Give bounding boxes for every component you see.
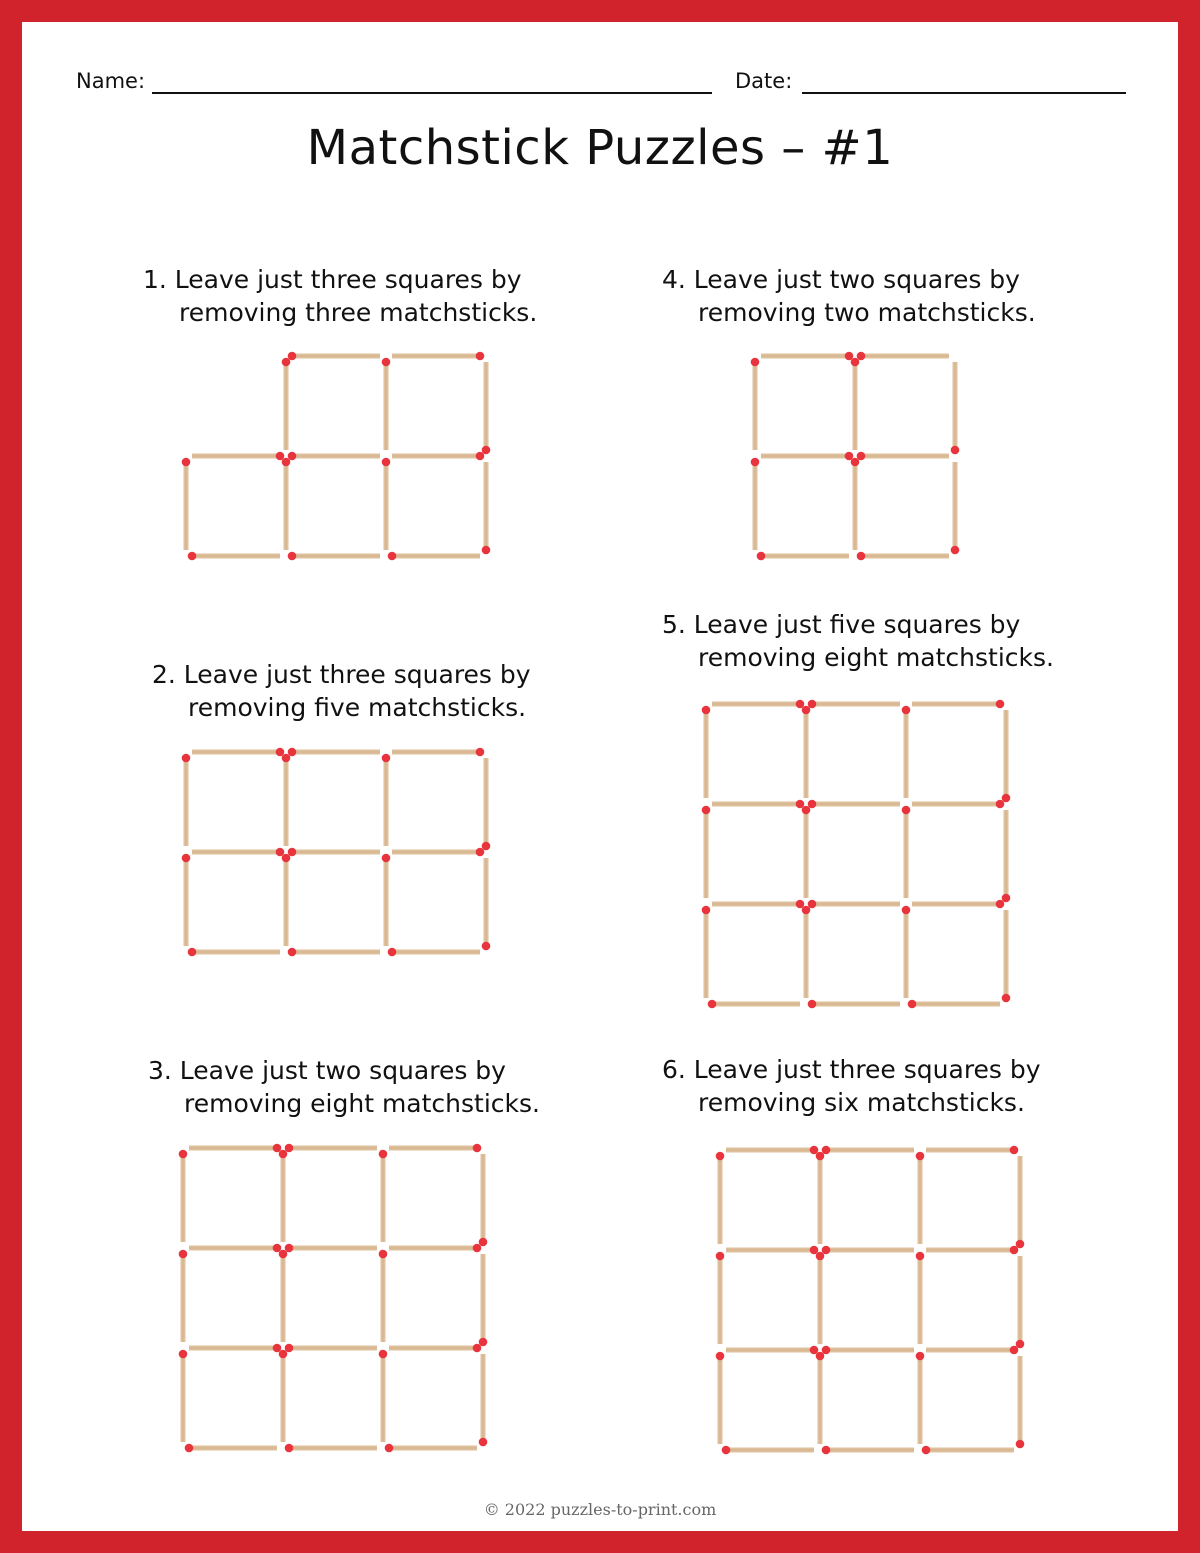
matchstick[interactable] (802, 706, 811, 798)
matchstick[interactable] (382, 358, 391, 450)
match-head-icon (716, 1252, 725, 1261)
matchstick[interactable] (702, 706, 711, 798)
matchstick[interactable] (726, 1246, 818, 1255)
match-head-icon (482, 546, 491, 555)
puzzle-3-grid (173, 1138, 497, 1458)
matchstick[interactable] (902, 906, 911, 998)
puzzle-3-instruction (148, 1054, 668, 1120)
match-head-icon (482, 842, 491, 851)
match-head-icon (757, 552, 766, 561)
match-head-icon (388, 948, 397, 957)
matchstick[interactable] (926, 1146, 1018, 1155)
puzzle-3-line2: removing eight matchsticks. (184, 1089, 540, 1118)
puzzle-1-line1: 1. Leave just three squares by (143, 265, 522, 294)
matchstick[interactable] (285, 1444, 377, 1453)
matchstick[interactable] (389, 1344, 481, 1353)
match-head-icon (951, 546, 960, 555)
match-head-icon (951, 446, 960, 455)
page-title: Matchstick Puzzles – #1 (306, 120, 894, 176)
puzzle-6-grid (710, 1140, 1034, 1456)
puzzle-4-grid (745, 346, 969, 566)
name-field[interactable] (152, 92, 712, 94)
matchstick[interactable] (726, 1146, 818, 1155)
matchstick[interactable] (288, 848, 380, 857)
match-head-icon (479, 1438, 488, 1447)
matchstick[interactable] (808, 1000, 900, 1009)
date-label: Date: (735, 69, 793, 93)
match-head-icon (816, 1352, 825, 1361)
name-label: Name: (76, 69, 146, 93)
match-head-icon (188, 948, 197, 957)
match-head-icon (1002, 994, 1011, 1003)
matchstick[interactable] (189, 1144, 281, 1153)
match-head-icon (282, 358, 291, 367)
match-head-icon (916, 1352, 925, 1361)
match-head-icon (179, 1350, 188, 1359)
match-head-icon (473, 1144, 482, 1153)
matchstick[interactable] (389, 1144, 481, 1153)
match-head-icon (282, 854, 291, 863)
matchstick[interactable] (912, 800, 1004, 809)
matchstick[interactable] (288, 452, 380, 461)
match-head-icon (385, 1444, 394, 1453)
matchstick[interactable] (712, 900, 804, 909)
match-head-icon (702, 706, 711, 715)
matchstick[interactable] (482, 462, 491, 554)
matchstick[interactable] (279, 1250, 288, 1342)
puzzle-6-line1: 6. Leave just three squares by (662, 1055, 1041, 1084)
matchstick[interactable] (189, 1244, 281, 1253)
matchstick[interactable] (392, 848, 484, 857)
match-head-icon (185, 1444, 194, 1453)
matchstick[interactable] (482, 362, 491, 454)
matchstick[interactable] (916, 1252, 925, 1344)
matchstick[interactable] (816, 1152, 825, 1244)
match-head-icon (482, 446, 491, 455)
matchstick[interactable] (712, 800, 804, 809)
matchstick[interactable] (751, 458, 760, 550)
matchstick[interactable] (182, 854, 191, 946)
puzzle-2-line2: removing five matchsticks. (188, 693, 527, 722)
puzzle-4-line1: 4. Leave just two squares by (662, 265, 1020, 294)
copyright-footer: © 2022 puzzles-to-print.com (483, 1500, 717, 1519)
matchstick[interactable] (189, 1344, 281, 1353)
matchstick[interactable] (285, 1344, 377, 1353)
matchstick[interactable] (722, 1446, 814, 1455)
puzzle-1-instruction (143, 263, 663, 329)
matchstick[interactable] (951, 362, 960, 454)
match-head-icon (182, 854, 191, 863)
match-head-icon (279, 1350, 288, 1359)
matchstick[interactable] (851, 358, 860, 450)
puzzle-6-line2: removing six matchsticks. (698, 1088, 1025, 1117)
match-head-icon (702, 806, 711, 815)
matchstick[interactable] (816, 1352, 825, 1444)
matchstick[interactable] (816, 1252, 825, 1344)
matchstick[interactable] (382, 754, 391, 846)
match-head-icon (188, 552, 197, 561)
matchstick[interactable] (822, 1146, 914, 1155)
matchstick[interactable] (802, 906, 811, 998)
match-head-icon (751, 358, 760, 367)
match-head-icon (822, 1446, 831, 1455)
matchstick[interactable] (288, 352, 380, 361)
matchstick[interactable] (1016, 1256, 1025, 1348)
match-head-icon (382, 854, 391, 863)
puzzle-4-line2: removing two matchsticks. (698, 298, 1036, 327)
match-head-icon (382, 358, 391, 367)
matchstick[interactable] (382, 854, 391, 946)
matchstick[interactable] (282, 754, 291, 846)
match-head-icon (179, 1150, 188, 1159)
match-head-icon (482, 942, 491, 951)
matchstick[interactable] (179, 1350, 188, 1442)
matchstick[interactable] (182, 458, 191, 550)
matchstick[interactable] (285, 1144, 377, 1153)
matchstick[interactable] (392, 352, 484, 361)
puzzle-6-instruction (662, 1053, 1182, 1119)
matchstick[interactable] (482, 758, 491, 850)
match-head-icon (479, 1238, 488, 1247)
match-head-icon (179, 1250, 188, 1259)
matchstick[interactable] (808, 900, 900, 909)
matchstick[interactable] (379, 1350, 388, 1442)
puzzle-5-grid (696, 694, 1020, 1010)
puzzle-1-grid (176, 346, 500, 566)
matchstick[interactable] (926, 1246, 1018, 1255)
matchstick[interactable] (479, 1254, 488, 1346)
matchstick[interactable] (192, 848, 284, 857)
matchstick[interactable] (392, 748, 484, 757)
matchstick[interactable] (389, 1244, 481, 1253)
matchstick[interactable] (716, 1152, 725, 1244)
matchstick[interactable] (702, 906, 711, 998)
matchstick[interactable] (288, 948, 380, 957)
matchstick[interactable] (192, 748, 284, 757)
matchstick[interactable] (761, 352, 853, 361)
puzzle-1-line2: removing three matchsticks. (179, 298, 538, 327)
puzzle-4-instruction (662, 263, 1182, 329)
matchstick[interactable] (916, 1352, 925, 1444)
match-head-icon (851, 358, 860, 367)
match-head-icon (476, 748, 485, 757)
match-head-icon (182, 754, 191, 763)
matchstick[interactable] (1002, 810, 1011, 902)
match-head-icon (382, 754, 391, 763)
date-field[interactable] (802, 92, 1126, 94)
matchstick[interactable] (751, 358, 760, 450)
matchstick[interactable] (851, 458, 860, 550)
match-head-icon (379, 1150, 388, 1159)
matchstick[interactable] (857, 352, 949, 361)
match-head-icon (382, 458, 391, 467)
match-head-icon (702, 906, 711, 915)
matchstick[interactable] (288, 552, 380, 561)
matchstick[interactable] (185, 1444, 277, 1453)
matchstick[interactable] (479, 1154, 488, 1246)
match-head-icon (285, 1444, 294, 1453)
match-head-icon (902, 706, 911, 715)
match-head-icon (1016, 1240, 1025, 1249)
matchstick[interactable] (179, 1150, 188, 1242)
match-head-icon (908, 1000, 917, 1009)
puzzle-5-instruction (662, 608, 1182, 674)
matchstick[interactable] (382, 458, 391, 550)
match-head-icon (479, 1338, 488, 1347)
match-head-icon (902, 806, 911, 815)
matchstick[interactable] (282, 458, 291, 550)
puzzle-2-line1: 2. Leave just three squares by (152, 660, 531, 689)
match-head-icon (802, 806, 811, 815)
matchstick[interactable] (388, 948, 480, 957)
matchstick[interactable] (822, 1246, 914, 1255)
match-head-icon (288, 552, 297, 561)
match-head-icon (802, 906, 811, 915)
matchstick[interactable] (716, 1352, 725, 1444)
matchstick[interactable] (912, 700, 1004, 709)
matchstick[interactable] (285, 1244, 377, 1253)
matchstick[interactable] (857, 552, 949, 561)
matchstick[interactable] (188, 552, 280, 561)
match-head-icon (379, 1250, 388, 1259)
match-head-icon (816, 1152, 825, 1161)
match-head-icon (857, 552, 866, 561)
matchstick[interactable] (1016, 1156, 1025, 1248)
match-head-icon (1002, 894, 1011, 903)
match-head-icon (279, 1250, 288, 1259)
matchstick[interactable] (902, 806, 911, 898)
match-head-icon (388, 552, 397, 561)
matchstick[interactable] (916, 1152, 925, 1244)
match-head-icon (282, 754, 291, 763)
match-head-icon (1010, 1146, 1019, 1155)
matchstick[interactable] (179, 1250, 188, 1342)
matchstick[interactable] (902, 706, 911, 798)
match-head-icon (996, 700, 1005, 709)
match-head-icon (282, 458, 291, 467)
matchstick[interactable] (1016, 1356, 1025, 1448)
matchstick[interactable] (926, 1346, 1018, 1355)
match-head-icon (1002, 794, 1011, 803)
matchstick[interactable] (1002, 710, 1011, 802)
matchstick[interactable] (192, 452, 284, 461)
matchstick[interactable] (822, 1346, 914, 1355)
matchstick[interactable] (479, 1354, 488, 1446)
match-head-icon (182, 458, 191, 467)
match-head-icon (808, 1000, 817, 1009)
puzzle-5-line2: removing eight matchsticks. (698, 643, 1054, 672)
match-head-icon (816, 1252, 825, 1261)
matchstick[interactable] (282, 854, 291, 946)
matchstick[interactable] (808, 700, 900, 709)
matchstick[interactable] (757, 552, 849, 561)
matchstick[interactable] (761, 452, 853, 461)
match-head-icon (279, 1150, 288, 1159)
matchstick[interactable] (808, 800, 900, 809)
matchstick[interactable] (279, 1150, 288, 1242)
match-head-icon (902, 906, 911, 915)
matchstick[interactable] (702, 806, 711, 898)
matchstick[interactable] (385, 1444, 477, 1453)
matchstick[interactable] (712, 700, 804, 709)
match-head-icon (851, 458, 860, 467)
matchstick[interactable] (388, 552, 480, 561)
match-head-icon (1016, 1440, 1025, 1449)
puzzle-5-line1: 5. Leave just five squares by (662, 610, 1021, 639)
match-head-icon (1016, 1340, 1025, 1349)
match-head-icon (722, 1446, 731, 1455)
puzzle-2-instruction (152, 658, 672, 724)
matchstick[interactable] (716, 1252, 725, 1344)
match-head-icon (708, 1000, 717, 1009)
matchstick[interactable] (392, 452, 484, 461)
matchstick[interactable] (282, 358, 291, 450)
matchstick[interactable] (822, 1446, 914, 1455)
match-head-icon (916, 1252, 925, 1261)
match-head-icon (751, 458, 760, 467)
match-head-icon (802, 706, 811, 715)
match-head-icon (288, 948, 297, 957)
puzzle-2-grid (176, 742, 500, 962)
matchstick[interactable] (188, 948, 280, 957)
matchstick[interactable] (482, 858, 491, 950)
match-head-icon (716, 1152, 725, 1161)
matchstick[interactable] (279, 1350, 288, 1442)
matchstick[interactable] (1002, 910, 1011, 1002)
matchstick[interactable] (857, 452, 949, 461)
match-head-icon (716, 1352, 725, 1361)
puzzle-3-line1: 3. Leave just two squares by (148, 1056, 506, 1085)
matchstick[interactable] (908, 1000, 1000, 1009)
match-head-icon (916, 1152, 925, 1161)
matchstick[interactable] (912, 900, 1004, 909)
matchstick[interactable] (802, 806, 811, 898)
matchstick[interactable] (379, 1250, 388, 1342)
matchstick[interactable] (288, 748, 380, 757)
match-head-icon (476, 352, 485, 361)
match-head-icon (922, 1446, 931, 1455)
matchstick[interactable] (379, 1150, 388, 1242)
matchstick[interactable] (922, 1446, 1014, 1455)
matchstick[interactable] (951, 462, 960, 554)
matchstick[interactable] (726, 1346, 818, 1355)
matchstick[interactable] (708, 1000, 800, 1009)
match-head-icon (379, 1350, 388, 1359)
matchstick[interactable] (182, 754, 191, 846)
